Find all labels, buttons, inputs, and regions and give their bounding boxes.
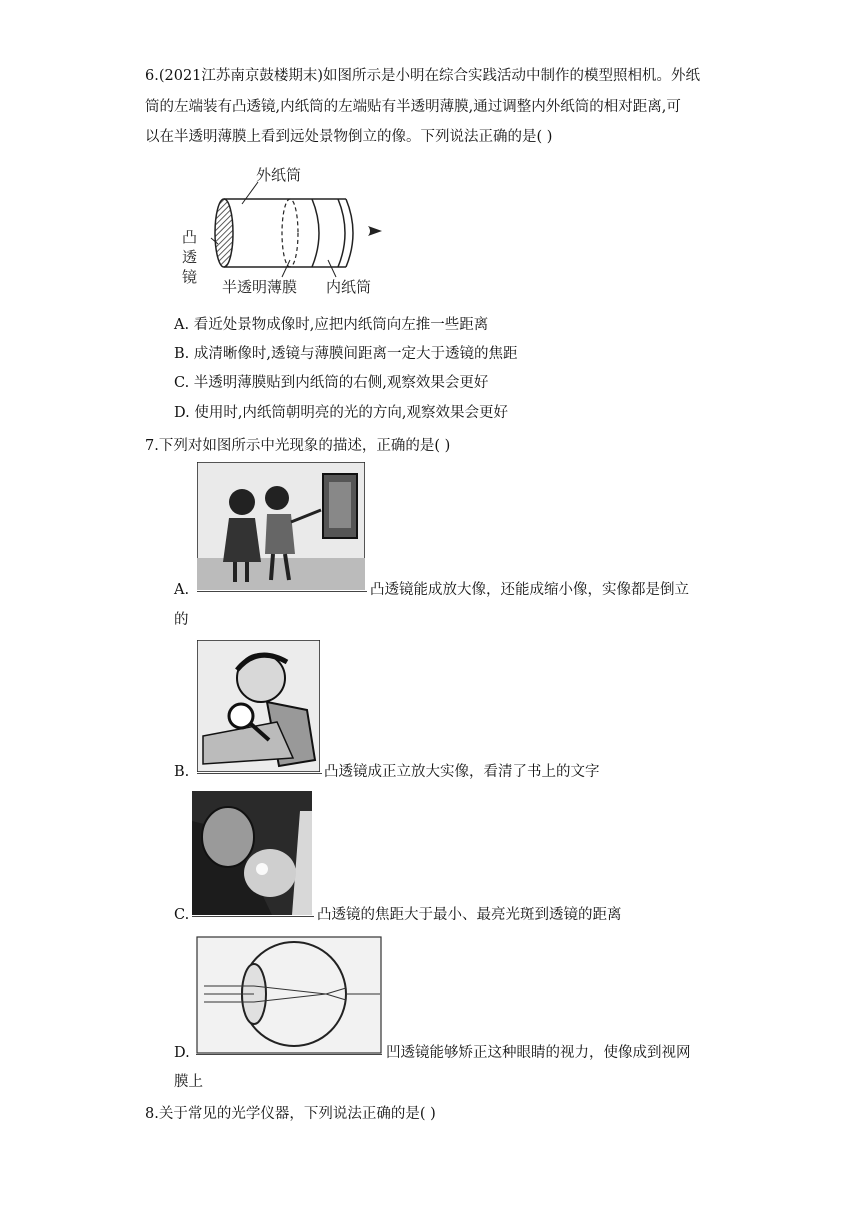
outer-tube-label: 外纸筒 [256, 166, 302, 184]
q7-c-underline [192, 916, 314, 917]
q6-option-a: A. 看近处景物成像时,应把内纸筒向左推一些距离 [174, 317, 489, 333]
q7-d-eye-diagram [196, 936, 382, 1054]
q7-a-underline [197, 591, 367, 592]
q7-c-picture [192, 791, 312, 915]
q7-b-label: B. [174, 764, 190, 780]
film-label: 半透明薄膜 [222, 278, 298, 296]
camera-model-figure [178, 160, 393, 300]
q7-c-text: 凸透镜的焦距大于最小、最亮光斑到透镜的距离 [317, 907, 622, 923]
q7-c-label: C. [174, 907, 190, 923]
translucent-film-shape [282, 199, 298, 267]
lens-label-char-3: 镜 [182, 268, 198, 286]
q7-a-text-2: 的 [174, 612, 189, 628]
q7-b-underline [197, 773, 322, 774]
q7-b-picture [197, 640, 320, 772]
q7-a-picture [197, 462, 365, 590]
q8-stem: 8.关于常见的光学仪器，下列说法正确的是( ) [145, 1106, 436, 1122]
lens-label-char-1: 凸 [182, 228, 198, 246]
q6-stem-line-3: 以在半透明薄膜上看到远处景物倒立的像。下列说法正确的是( ) [145, 129, 553, 145]
q7-d-text-1: 凹透镜能够矫正这种眼睛的视力，使像成到视网 [386, 1045, 691, 1061]
q7-d-label: D. [174, 1045, 190, 1061]
convex-lens-shape [215, 199, 233, 267]
q7-d-underline [196, 1054, 382, 1055]
lens-label-char-2: 透 [182, 248, 198, 266]
inner-tube-label: 内纸筒 [326, 278, 372, 296]
q6-stem-line-2: 筒的左端装有凸透镜,内纸筒的左端贴有半透明薄膜,通过调整内外纸筒的相对距离,可 [145, 99, 681, 115]
q7-stem: 7.下列对如图所示中光现象的描述，正确的是( ) [145, 438, 451, 454]
q7-a-text-1: 凸透镜能成放大像，还能成缩小像，实像都是倒立 [370, 582, 689, 598]
q7-a-label: A. [174, 582, 190, 598]
q7-b-text: 凸透镜成正立放大实像，看清了书上的文字 [324, 764, 600, 780]
q6-option-d: D. 使用时,内纸筒朝明亮的光的方向,观察效果会更好 [174, 405, 509, 421]
q7-d-text-2: 膜上 [174, 1074, 203, 1090]
q6-stem-line-1: 6.(2021江苏南京鼓楼期末)如图所示是小明在综合实践活动中制作的模型照相机。外纸 [145, 68, 701, 84]
q6-option-b: B. 成清晰像时,透镜与薄膜间距离一定大于透镜的焦距 [174, 346, 518, 362]
q6-option-c: C. 半透明薄膜贴到内纸筒的右侧,观察效果会更好 [174, 375, 489, 391]
eye-icon [368, 226, 382, 236]
